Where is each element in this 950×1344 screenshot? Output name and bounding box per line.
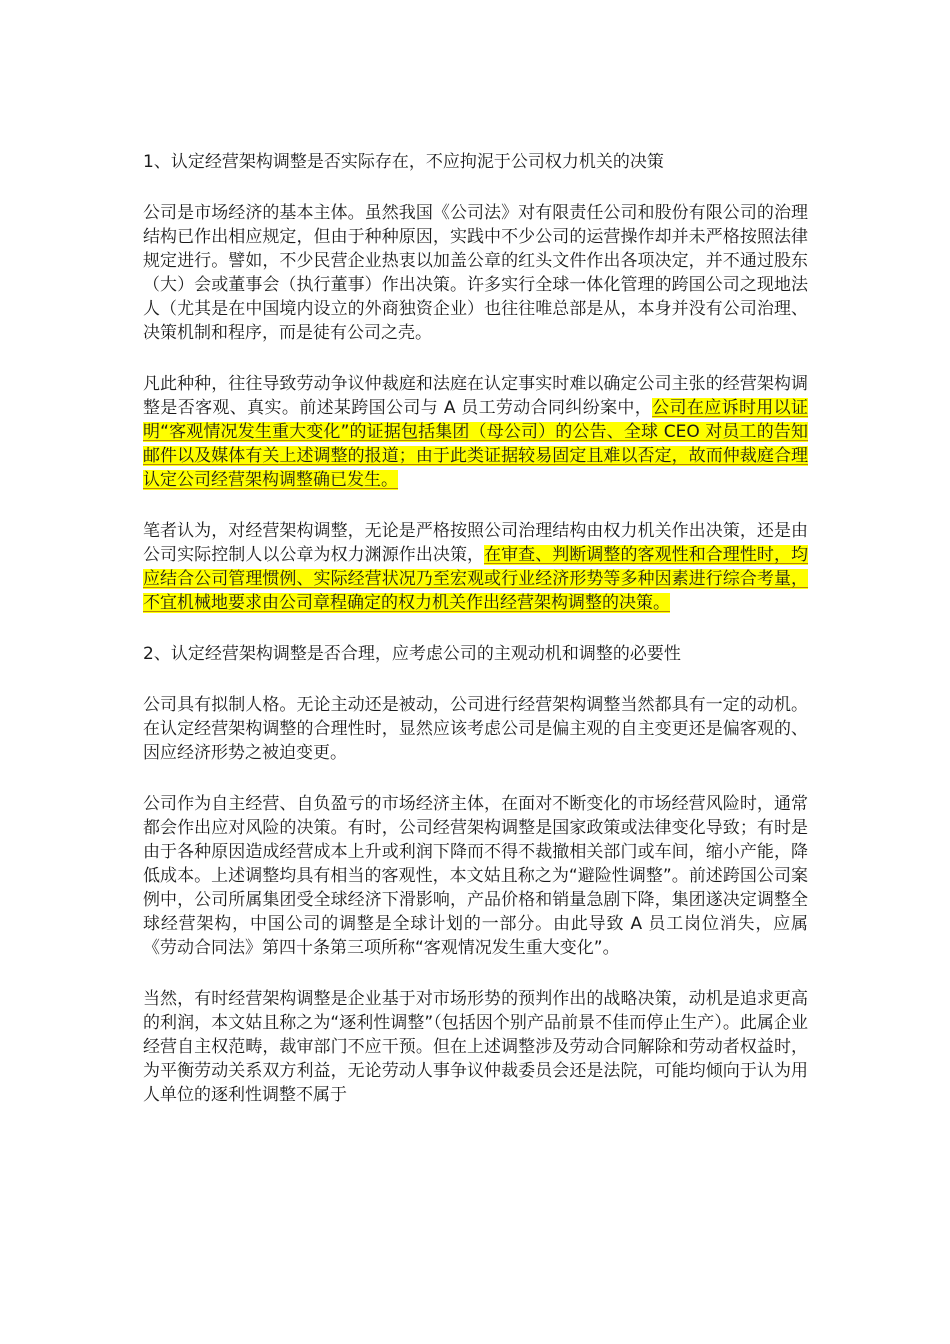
paragraph-2 xyxy=(143,372,808,492)
paragraph-4: 公司具有拟制人格。无论主动还是被动，公司进行经营架构调整当然都具有一定的动机。在认定经营架构调整的合理性时，显然应该考虑公司是偏主观的自主变更还是偏客观的、因应经济形势之被迫变更。 xyxy=(143,695,808,763)
highlighted-text-2: 在审查、判断调整的客观性和合理性时，均应结合公司管理惯例、实际经营状况乃至宏观或行业经济形势等多种因素进行综合考量，不宜机械地要求由公司章程确定的权力机关作出经营架构调整的决策。 xyxy=(143,545,809,613)
paragraph-6: 当然，有时经营架构调整是企业基于对市场形势的预判作出的战略决策，动机是追求更高的利润，本文姑且称之为“逐利性调整”（包括因个别产品前景不佳而停止生产）。此属企业经营自主权范畴，裁审部门不应干预。但在上述调整涉及劳动合同解除和劳动者权益时，为平衡劳动关系双方利益，无论劳动人事争议仲裁委员会还是法院，可能均倾向于认为用人单位的逐利性调整不属于 xyxy=(143,989,808,1105)
highlighted-text-1: 公司在应诉时用以证明“客观情况发生重大变化”的证据包括集团（母公司）的公告、全球 CEO 对员工的告知邮件以及媒体有关上述调整的报道；由于此类证据较易固定且难以否定，故而仲裁庭合理认定公司经营架构调整确已发生。 xyxy=(143,398,809,490)
paragraph-1: 公司是市场经济的基本主体。虽然我国《公司法》对有限责任公司和股份有限公司的治理结构已作出相应规定，但由于种种原因，实践中不少公司的运营操作却并未严格按照法律规定进行。譬如，不少民营企业热衷以加盖公章的红头文件作出各项决定，并不通过股东（大）会或董事会（执行董事）作出决策。许多实行全球一体化管理的跨国公司之现地法人（尤其是在中国境内设立的外商独资企业）也往往唯总部是从，本身并没有公司治理、决策机制和程序，而是徒有公司之壳。 xyxy=(143,203,808,343)
paragraph-3 xyxy=(143,519,808,615)
paragraph-2-text: 凡此种种，往往导致劳动争议仲裁庭和法庭在认定事实时难以确定公司主张的经营架构调整是否客观、真实。前述某跨国公司与 A 员工劳动合同纠纷案中， xyxy=(143,374,808,418)
section-heading-2: 2、认定经营架构调整是否合理，应考虑公司的主观动机和调整的必要性 xyxy=(143,644,681,664)
section-heading-1: 1、认定经营架构调整是否实际存在，不应拘泥于公司权力机关的决策 xyxy=(143,152,664,172)
paragraph-5: 公司作为自主经营、自负盈亏的市场经济主体，在面对不断变化的市场经营风险时，通常都会作出应对风险的决策。有时，公司经营架构调整是国家政策或法律变化导致；有时是由于各种原因造成经营成本上升或利润下降而不得不裁撤相关部门或车间，缩小产能，降低成本。上述调整均具有相当的客观性，本文姑且称之为“避险性调整”。前述跨国公司案例中，公司所属集团受全球经济下滑影响，产品价格和销量急剧下降，集团遂决定调整全球经营架构，中国公司的调整是全球计划的一部分。由此导致 A 员工岗位消失，应属《劳动合同法》第四十条第三项所称“客观情况发生重大变化”。 xyxy=(143,794,808,958)
paragraph-3-text: 笔者认为，对经营架构调整，无论是严格按照公司治理结构由权力机关作出决策，还是由公司实际控制人以公章为权力渊源作出决策， xyxy=(143,521,808,565)
document-body xyxy=(143,138,808,1134)
